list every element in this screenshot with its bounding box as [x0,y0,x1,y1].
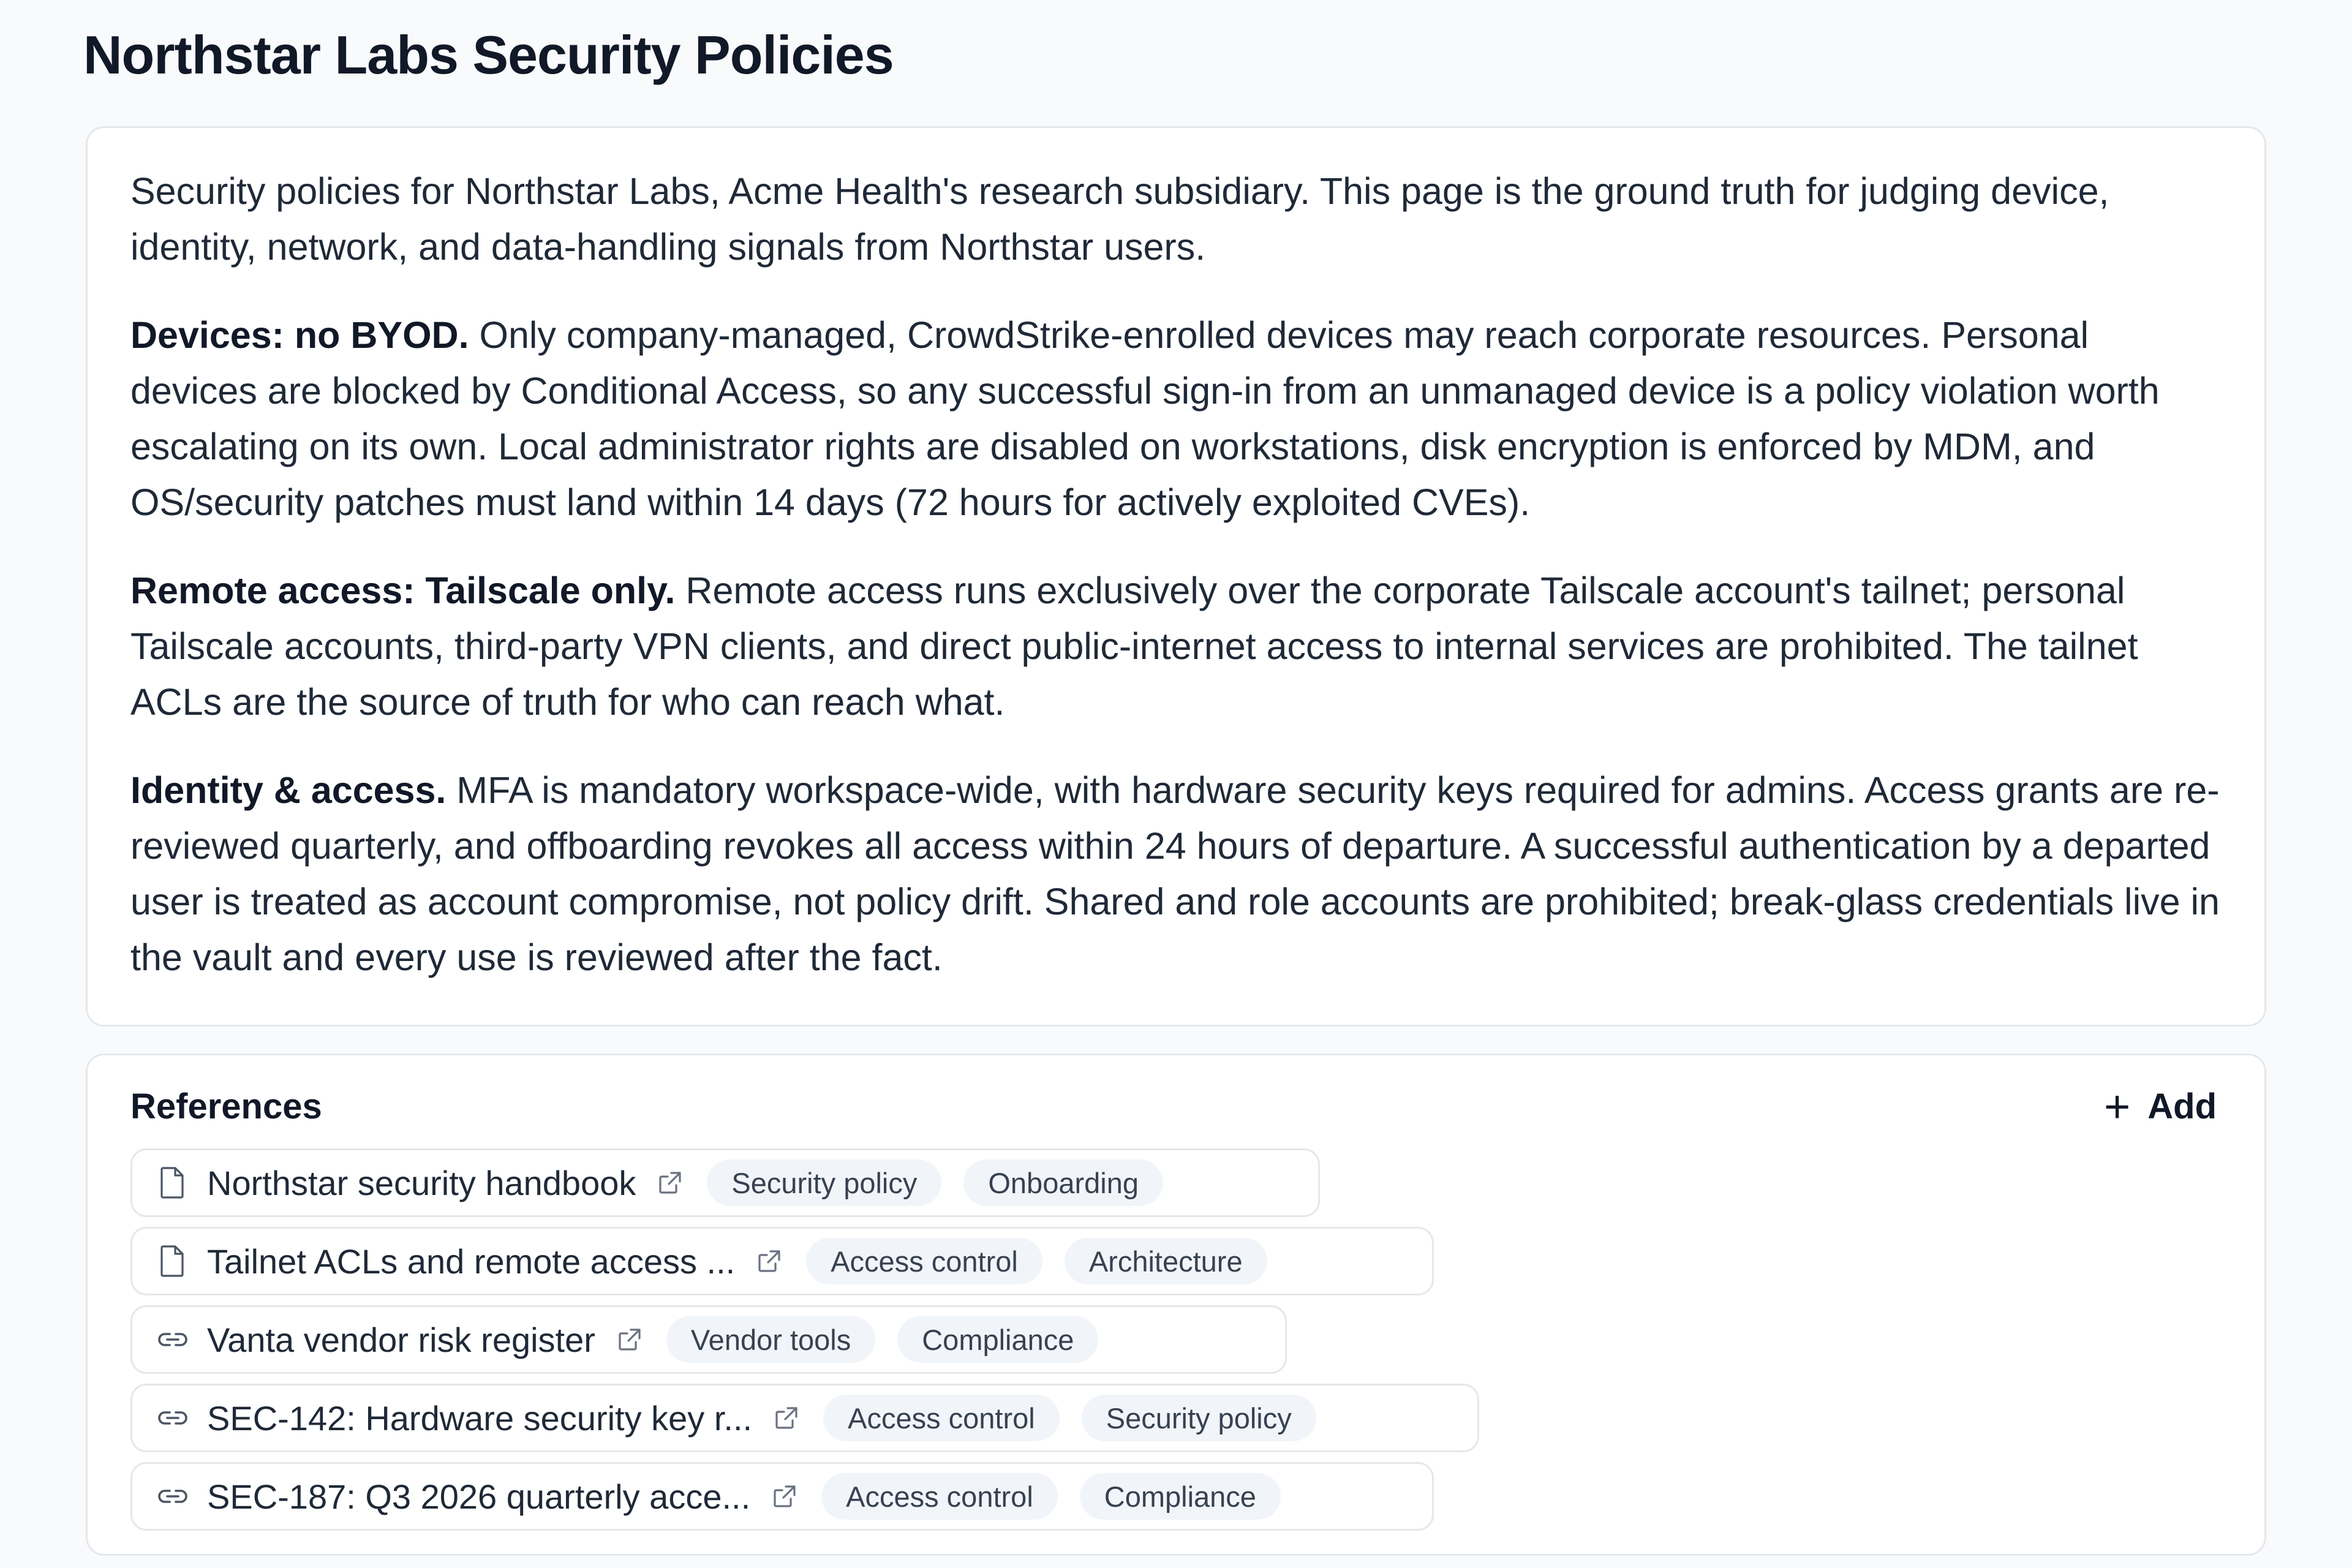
page-title: Northstar Labs Security Policies [83,24,894,85]
references-card [86,1054,2266,1556]
reference-title[interactable]: Tailnet ACLs and remote access ... [207,1242,736,1281]
document-icon [156,1166,190,1200]
add-reference-label: Add [2147,1087,2217,1126]
policy-intro: Security policies for Northstar Labs, Acme Health's research subsidiary. This page is the ground truth for judging device, identity, network, and data-handling signals from Northstar users. [130,170,2109,268]
reference-tag: Security policy [1082,1395,1316,1441]
reference-row[interactable] [130,1462,1434,1531]
external-link-icon[interactable] [770,1482,799,1511]
external-link-icon[interactable] [655,1168,685,1197]
document-icon [156,1244,190,1278]
reference-title[interactable]: SEC-142: Hardware security key r... [207,1398,753,1438]
policy-devices [130,307,2222,530]
reference-tag: Access control [806,1238,1042,1284]
external-link-icon[interactable] [755,1246,784,1276]
references-title: References [130,1087,322,1126]
reference-title[interactable]: Vanta vendor risk register [207,1320,595,1359]
reference-tag: Security policy [707,1159,941,1206]
reference-tag: Onboarding [963,1159,1163,1206]
reference-tag: Access control [823,1395,1060,1441]
external-link-icon[interactable] [772,1403,801,1433]
remote-access-body: Remote access runs exclusively over the corporate Tailscale account's tailnet; personal Tailscale accounts, third-party VPN clients, and direct public-internet access to internal services are prohibited. The tailnet ACLs are the source of truth for who can reach what. [130,570,2138,723]
identity-body: MFA is mandatory workspace-wide, with hardware security keys required for admins. Access grants are re-reviewed quarterly, and offboarding revokes all access within 24 hours of departure. A successful authentication by a departed user is treated as account compromise, not policy drift. Shared and role accounts are prohibited; break-glass credentials live in the vault and every use is reviewed after the fact. [130,769,2220,978]
reference-tag: Access control [821,1473,1058,1520]
plus-icon: + [2104,1081,2131,1132]
external-link-icon[interactable] [615,1325,644,1354]
identity-heading: Identity & access. [130,769,447,811]
reference-row[interactable] [130,1384,1479,1452]
link-icon [156,1322,190,1357]
policy-identity [130,763,2222,986]
reference-title[interactable]: SEC-187: Q3 2026 quarterly acce... [207,1477,751,1516]
reference-tag: Architecture [1065,1238,1267,1284]
remote-access-heading: Remote access: Tailscale only. [130,570,676,611]
reference-tag: Compliance [897,1316,1098,1363]
reference-tag: Vendor tools [666,1316,875,1363]
policy-card [86,126,2266,1027]
reference-row[interactable] [130,1227,1434,1295]
reference-title[interactable]: Northstar security handbook [207,1163,636,1202]
add-reference-button[interactable] [2104,1082,2217,1131]
devices-body: Only company-managed, CrowdStrike-enrolled devices may reach corporate resources. Personal devices are blocked by Conditional Access, so any successful sign-in from an unmanaged device is a policy violation worth escalating on its own. Local administrator rights are disabled on workstations, disk encryption is enforced by MDM, and OS/security patches must land within 14 days (72 hours for actively exploited CVEs). [130,314,2160,523]
link-icon [156,1401,190,1435]
policy-remote-access [130,563,2222,730]
reference-tag: Compliance [1080,1473,1281,1520]
reference-row[interactable] [130,1305,1287,1374]
link-icon [156,1479,190,1513]
reference-row[interactable] [130,1148,1320,1217]
devices-heading: Devices: no BYOD. [130,314,469,356]
